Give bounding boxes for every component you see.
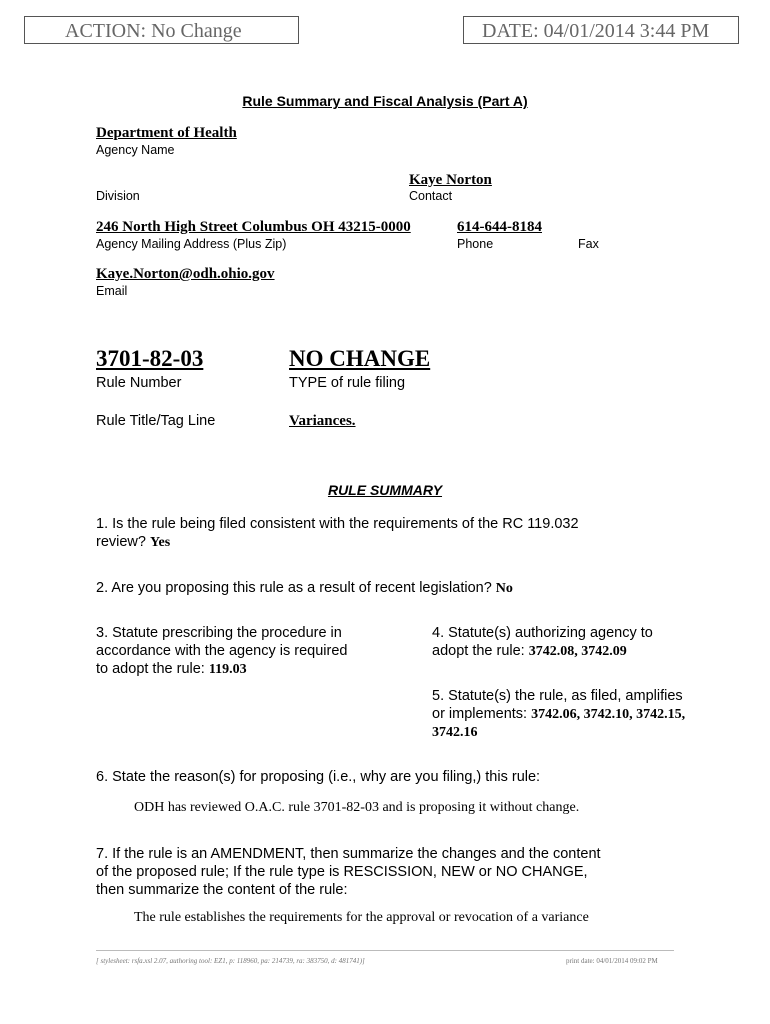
question-7-answer: The rule establishes the requirements for the approval or revocation of a variance: [134, 910, 589, 925]
rule-type-value: NO CHANGE: [289, 346, 431, 371]
contact-label: Contact: [409, 189, 453, 203]
phone-value: 614-644-8184: [457, 219, 542, 235]
question-3-answer: 119.03: [208, 662, 247, 677]
question-7: 7. If the rule is an AMENDMENT, then summarize the changes and the content of the proposed rule; If the rule type is RESCISSION, NEW or NO CHANGE, then summarize the content of the rule:: [96, 846, 601, 898]
question-5: 5. Statute(s) the rule, as filed, amplifies or implements: 3742.06, 3742.10, 3742.15, 3742.16: [432, 688, 686, 740]
agency-name-label: Agency Name: [96, 143, 175, 157]
rule-summary-heading: RULE SUMMARY: [327, 482, 443, 498]
question-6: 6. State the reason(s) for proposing (i.e., why are you filing,) this rule:: [96, 769, 541, 785]
contact-value: Kaye Norton: [409, 172, 492, 188]
question-5-answer-b: 3742.16: [432, 725, 478, 740]
question-2: 2. Are you proposing this rule as a result of recent legislation? No: [96, 580, 513, 596]
rule-title-label: Rule Title/Tag Line: [96, 413, 216, 429]
question-4: 4. Statute(s) authorizing agency to adopt the rule: 3742.08, 3742.09: [432, 625, 653, 659]
email-label: Email: [96, 284, 128, 298]
question-1-line2: review? Yes: [96, 534, 171, 550]
phone-label: Phone: [457, 237, 494, 251]
question-1: [96, 515, 579, 552]
question-1-line1: 1. Is the rule being filed consistent with the requirements of the RC 119.032: [96, 516, 579, 532]
rule-title-value: Variances.: [289, 413, 356, 429]
rule-number-value: 3701-82-03: [96, 346, 204, 371]
agency-name-value: Department of Health: [96, 125, 237, 141]
question-5-answer-a: 3742.06, 3742.10, 3742.15,: [531, 707, 686, 722]
question-2-answer: No: [495, 581, 513, 596]
email-value: Kaye.Norton@odh.ohio.gov: [96, 266, 275, 282]
footer-left: [ stylesheet: rsfa.xsl 2.07, authoring tool: EZ1, p: 118960, pa: 214739, ra: 383750, d: 481741)]: [96, 957, 365, 965]
question-3: 3. Statute prescribing the procedure in accordance with the agency is required to adopt the rule: 119.03: [96, 625, 348, 677]
fax-label: Fax: [578, 237, 599, 251]
address-label: Agency Mailing Address (Plus Zip): [96, 237, 287, 251]
date-box: DATE: 04/01/2014 3:44 PM: [463, 16, 739, 44]
page-title: Rule Summary and Fiscal Analysis (Part A): [242, 93, 528, 109]
address-value: 246 North High Street Columbus OH 43215-0000: [96, 219, 411, 235]
footer-right: print date: 04/01/2014 09:02 PM: [566, 957, 658, 965]
action-box: ACTION: No Change: [24, 16, 299, 44]
question-6-answer: ODH has reviewed O.A.C. rule 3701-82-03 and is proposing it without change.: [134, 800, 580, 815]
division-label: Division: [96, 189, 140, 203]
rule-number-label: Rule Number: [96, 375, 182, 391]
question-1-answer: Yes: [150, 535, 171, 550]
rule-type-label: TYPE of rule filing: [289, 375, 406, 391]
question-4-answer: 3742.08, 3742.09: [528, 644, 627, 659]
footer-rule: [96, 950, 674, 951]
